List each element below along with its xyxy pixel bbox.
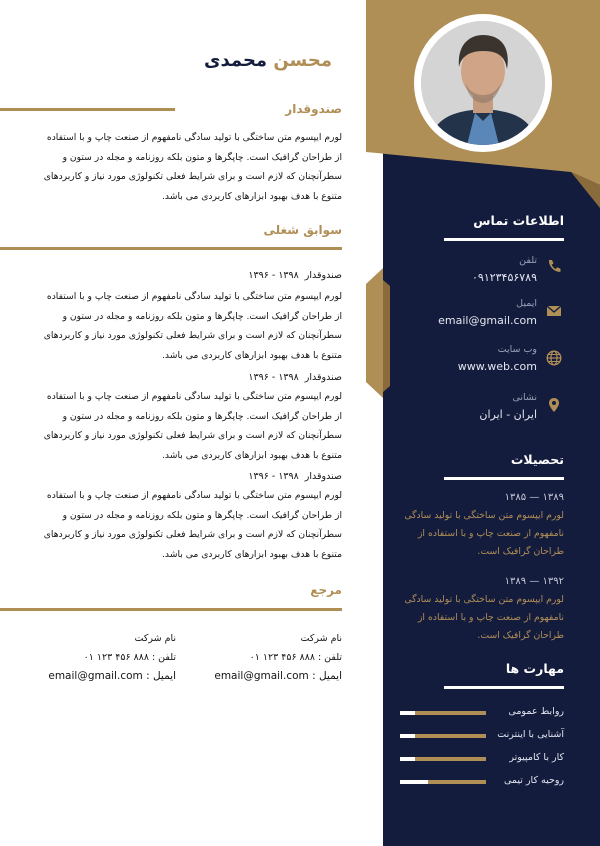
skills-heading: مهارت ها (505, 661, 564, 676)
contact-phone-label: تلفن (519, 255, 537, 266)
contact-heading: اطلاعات تماس (473, 213, 564, 228)
reference-card (192, 629, 342, 686)
skill-label: روحیه کار تیمی (504, 775, 564, 786)
last-name: محمدی (203, 50, 268, 71)
mail-icon (546, 303, 562, 319)
experience-rule (0, 247, 342, 250)
reference-email-label: ایمیل : (312, 670, 342, 682)
reference-email: email@gmail.com (48, 670, 143, 682)
contact-address (400, 392, 537, 421)
skills-rule (400, 686, 564, 689)
skill-label: کار با کامپیوتر (509, 752, 564, 763)
skill-label: روابط عمومی (508, 706, 564, 717)
contact-website-label: وب سایت (497, 344, 537, 355)
job-title (200, 471, 342, 482)
contact-phone (400, 255, 537, 284)
skill-label: آشنایی با اینترنت (497, 729, 564, 740)
education-item (398, 576, 564, 645)
skill-level (400, 757, 415, 761)
skill-level (400, 734, 415, 738)
references-rule (0, 608, 342, 611)
education-desc: لورم ایپسوم متن ساختگی با تولید سادگی نامفهوم از صنعت چاپ و با استفاده از طراحان گرافیک است. (404, 594, 564, 641)
contact-phone-value: ۰۹۱۲۳۴۵۶۷۸۹ (472, 271, 537, 284)
reference-phone: تلفن : ۸۸۸ ۴۵۶ ۱۲۳ ۰۱ (249, 652, 342, 663)
first-name: محسن (273, 50, 332, 71)
job-title (200, 372, 342, 383)
contact-email-label: ایمیل (516, 298, 537, 309)
education-heading: تحصیلات (510, 452, 564, 467)
job-description: لورم ایپسوم متن ساختگی با تولید سادگی نامفهوم از صنعت چاپ و با استفاده از طراحان گرافیک است. چاپگرها و متون بلکه روزنامه و مجله در ستون و سطرآنچنان که لازم است و برای شرایط فعلی تکنولوژی مورد نیاز و کاربردهای متنوع با هدف بهبود ابزارهای کاربردی می باشد. (43, 490, 342, 560)
job-role: صندوقدار (304, 372, 342, 383)
about-rule (0, 108, 175, 111)
job-description: لورم ایپسوم متن ساختگی با تولید سادگی نامفهوم از صنعت چاپ و با استفاده از طراحان گرافیک است. چاپگرها و متون بلکه روزنامه و مجله در ستون و سطرآنچنان که لازم است و برای شرایط فعلی تکنولوژی مورد نیاز و کاربردهای متنوع با هدف بهبود ابزارهای کاربردی می باشد. (43, 391, 342, 461)
reference-email-label: ایمیل : (146, 670, 176, 682)
phone-icon (546, 258, 562, 274)
skill-bar (400, 757, 486, 761)
job-role: صندوقدار (304, 471, 342, 482)
about-text: لورم ایپسوم متن ساختگی با تولید سادگی نامفهوم از صنعت چاپ و با استفاده از طراحان گرافیک است. چاپگرها و متون بلکه روزنامه و مجله در ستون و سطرآنچنان که لازم است و برای شرایط فعلی تکنولوژی مورد نیاز و کاربردهای متنوع با هدف بهبود ابزارهای کاربردی می باشد. (43, 132, 342, 202)
reference-email: email@gmail.com (214, 670, 309, 682)
skill-level (400, 711, 415, 715)
skill-bar (400, 780, 486, 784)
contact-email (400, 298, 537, 327)
job-years: ۱۳۹۸ - ۱۳۹۶ (248, 270, 299, 281)
contact-website-value: www.web.com (457, 360, 537, 373)
about-heading: صندوقدار (285, 102, 342, 116)
job-years: ۱۳۹۸ - ۱۳۹۶ (248, 372, 299, 383)
reference-email-line (26, 667, 176, 686)
job-title (200, 270, 342, 281)
references-heading: مرجع (310, 583, 342, 597)
contact-email-value: email@gmail.com (438, 314, 537, 327)
job-role: صندوقدار (304, 270, 342, 281)
reference-phone: تلفن : ۸۸۸ ۴۵۶ ۱۲۳ ۰۱ (83, 652, 176, 663)
skill-bar (400, 734, 486, 738)
contact-address-value: ایران - ایران (479, 408, 537, 421)
skill-bar (400, 711, 486, 715)
experience-heading: سوابق شغلی (263, 223, 342, 237)
education-years: ۱۳۹۲ — ۱۳۸۹ (504, 576, 564, 587)
job-years: ۱۳۹۸ - ۱۳۹۶ (248, 471, 299, 482)
contact-website (400, 344, 537, 373)
profile-photo (421, 21, 545, 145)
contact-rule (400, 238, 564, 241)
reference-company: نام شرکت (134, 633, 176, 644)
education-rule (400, 477, 564, 480)
reference-company: نام شرکت (300, 633, 342, 644)
skill-level (400, 780, 428, 784)
location-icon (546, 397, 562, 413)
education-desc: لورم ایپسوم متن ساختگی با تولید سادگی نامفهوم از صنعت چاپ و با استفاده از طراحان گرافیک است. (404, 510, 564, 557)
education-item (398, 492, 564, 561)
side-ribbon (366, 268, 390, 398)
education-years: ۱۳۸۹ — ۱۳۸۵ (504, 492, 564, 503)
person-name (160, 50, 332, 71)
contact-address-label: نشانی (512, 392, 537, 403)
reference-card (26, 629, 176, 686)
globe-icon (546, 350, 562, 366)
job-description: لورم ایپسوم متن ساختگی با تولید سادگی نامفهوم از صنعت چاپ و با استفاده از طراحان گرافیک است. چاپگرها و متون بلکه روزنامه و مجله در ستون و سطرآنچنان که لازم است و برای شرایط فعلی تکنولوژی مورد نیاز و کاربردهای متنوع با هدف بهبود ابزارهای کاربردی می باشد. (43, 291, 342, 361)
reference-email-line (192, 667, 342, 686)
